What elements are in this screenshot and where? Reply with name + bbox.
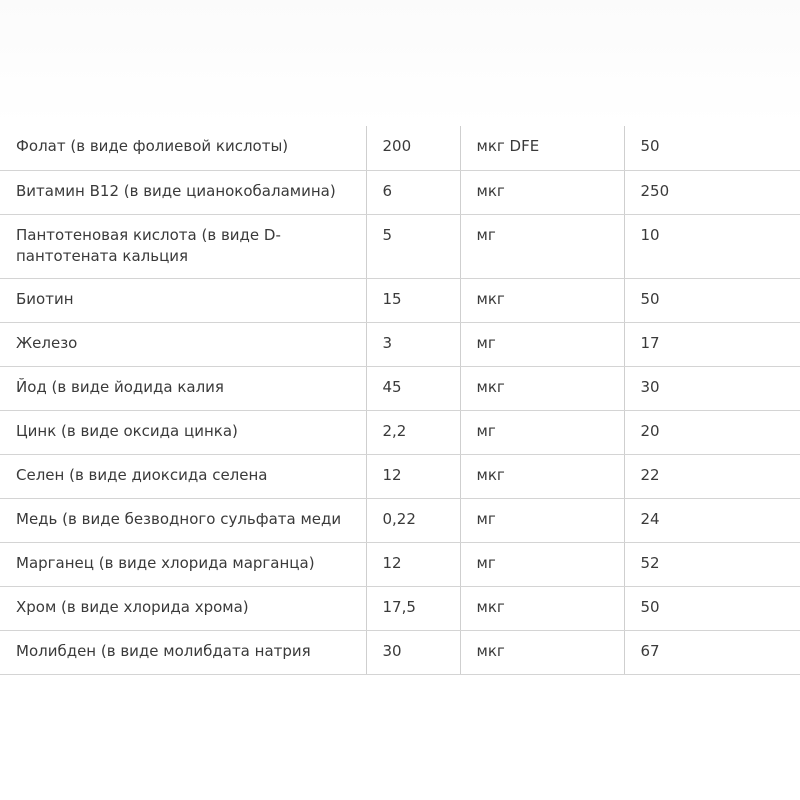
nutrient-percent: 67 bbox=[624, 630, 800, 674]
nutrient-amount: 30 bbox=[366, 630, 460, 674]
table-row bbox=[0, 278, 800, 322]
nutrient-name: Хром (в виде хлорида хрома) bbox=[0, 586, 366, 630]
nutrient-percent: 30 bbox=[624, 366, 800, 410]
table-row bbox=[0, 410, 800, 454]
nutrient-unit: мкг bbox=[460, 454, 624, 498]
nutrient-name: Пантотеновая кислота (в виде D-пантотената кальция bbox=[0, 214, 366, 278]
table-row bbox=[0, 170, 800, 214]
nutrient-table bbox=[0, 126, 800, 675]
nutrient-amount: 45 bbox=[366, 366, 460, 410]
nutrient-name: Марганец (в виде хлорида марганца) bbox=[0, 542, 366, 586]
nutrient-unit: мг bbox=[460, 410, 624, 454]
nutrient-percent: 22 bbox=[624, 454, 800, 498]
table-row bbox=[0, 498, 800, 542]
nutrient-amount: 5 bbox=[366, 214, 460, 278]
nutrient-unit: мкг bbox=[460, 586, 624, 630]
nutrient-percent: 20 bbox=[624, 410, 800, 454]
table-row bbox=[0, 630, 800, 674]
nutrient-name: Селен (в виде диоксида селена bbox=[0, 454, 366, 498]
table-row bbox=[0, 126, 800, 170]
nutrient-amount: 17,5 bbox=[366, 586, 460, 630]
nutrient-unit: мкг DFE bbox=[460, 126, 624, 170]
table-row bbox=[0, 214, 800, 278]
table-row bbox=[0, 454, 800, 498]
nutrient-unit: мкг bbox=[460, 366, 624, 410]
nutrient-unit: мг bbox=[460, 542, 624, 586]
nutrient-name: Медь (в виде безводного сульфата меди bbox=[0, 498, 366, 542]
nutrient-percent: 10 bbox=[624, 214, 800, 278]
nutrient-unit: мкг bbox=[460, 630, 624, 674]
nutrient-name: Цинк (в виде оксида цинка) bbox=[0, 410, 366, 454]
nutrient-unit: мг bbox=[460, 214, 624, 278]
nutrient-percent: 50 bbox=[624, 126, 800, 170]
nutrient-name: Железо bbox=[0, 322, 366, 366]
nutrient-percent: 52 bbox=[624, 542, 800, 586]
nutrient-name: Фолат (в виде фолиевой кислоты) bbox=[0, 126, 366, 170]
nutrient-name: Йод (в виде йодида калия bbox=[0, 366, 366, 410]
nutrient-name: Витамин В12 (в виде цианокобаламина) bbox=[0, 170, 366, 214]
nutrient-percent: 17 bbox=[624, 322, 800, 366]
nutrient-name: Биотин bbox=[0, 278, 366, 322]
nutrient-unit: мг bbox=[460, 322, 624, 366]
table-row bbox=[0, 586, 800, 630]
nutrient-name: Молибден (в виде молибдата натрия bbox=[0, 630, 366, 674]
nutrient-amount: 15 bbox=[366, 278, 460, 322]
nutrient-amount: 3 bbox=[366, 322, 460, 366]
nutrient-percent: 250 bbox=[624, 170, 800, 214]
nutrient-amount: 200 bbox=[366, 126, 460, 170]
nutrient-amount: 2,2 bbox=[366, 410, 460, 454]
nutrient-amount: 0,22 bbox=[366, 498, 460, 542]
nutrient-unit: мкг bbox=[460, 278, 624, 322]
nutrient-amount: 12 bbox=[366, 454, 460, 498]
nutrient-amount: 6 bbox=[366, 170, 460, 214]
nutrient-amount: 12 bbox=[366, 542, 460, 586]
nutrient-unit: мг bbox=[460, 498, 624, 542]
header-blank-area bbox=[0, 0, 800, 126]
table-row bbox=[0, 366, 800, 410]
nutrient-percent: 24 bbox=[624, 498, 800, 542]
nutrient-percent: 50 bbox=[624, 278, 800, 322]
table-row bbox=[0, 542, 800, 586]
nutrient-unit: мкг bbox=[460, 170, 624, 214]
nutrient-percent: 50 bbox=[624, 586, 800, 630]
table-row bbox=[0, 322, 800, 366]
